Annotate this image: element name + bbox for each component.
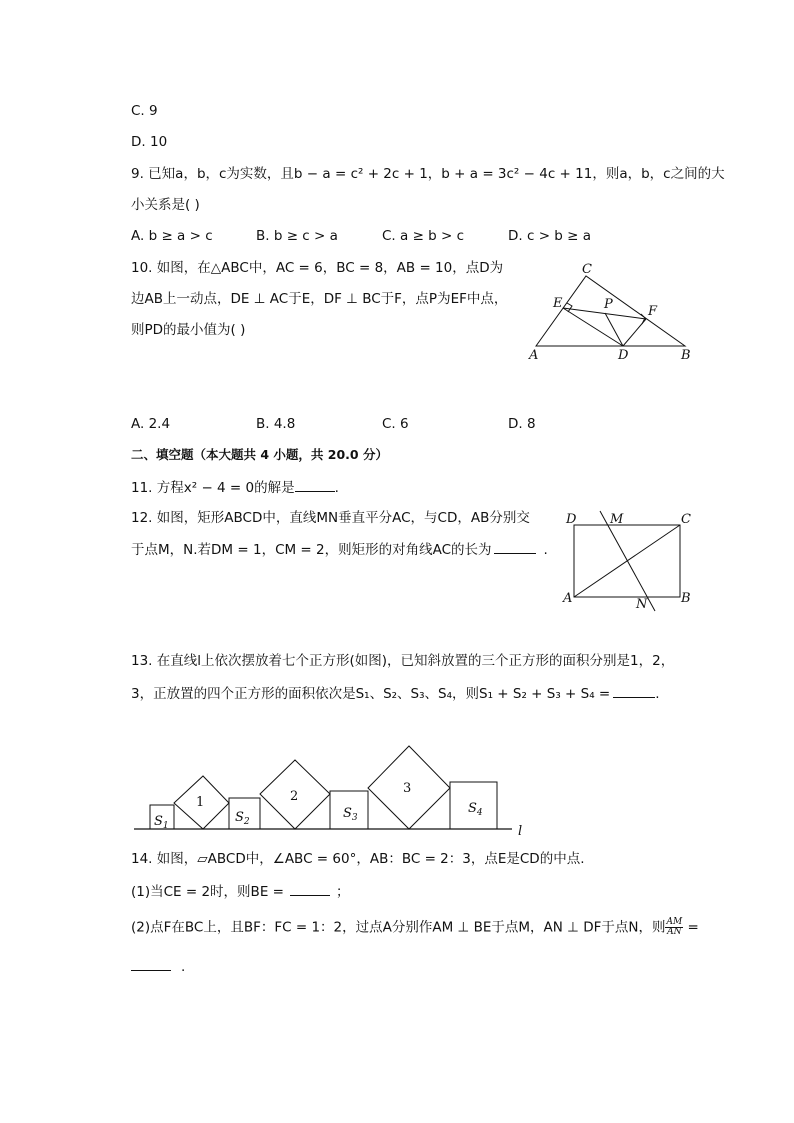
q12-question: 于点M，N.若DM = 1，CM = 2，则矩形的对角线AC的长为 [131, 542, 492, 558]
q13-squares-figure [130, 740, 530, 840]
q13-text-line1: 13. 在直线l上依次摆放着七个正方形(如图)，已知斜放置的三个正方形的面积分别是1，2， [131, 653, 675, 669]
q13-end: . [655, 686, 660, 702]
segment-pd [605, 313, 623, 346]
label-c: C [582, 262, 592, 277]
q11-text [131, 478, 339, 497]
q10-option-b: B. 4.8 [256, 416, 296, 432]
q12-text-line2 [131, 540, 548, 559]
label-c: C [681, 512, 691, 527]
label-s3: $S_3$ [343, 806, 358, 823]
q12-end: . [543, 542, 548, 558]
q11-question: 11. 方程x² − 4 = 0的解是 [131, 480, 295, 496]
q14-text-line4 [131, 957, 185, 976]
fraction-numerator: AM [666, 917, 683, 927]
label-b: B [681, 591, 691, 606]
label-l: l [518, 824, 523, 839]
q14-part1-end: ； [335, 884, 350, 900]
q10-option-a: A. 2.4 [131, 416, 171, 432]
q13-text-line2 [131, 684, 660, 703]
q12-answer-blank[interactable] [494, 540, 536, 554]
q8-option-d: D. 10 [131, 134, 168, 150]
q9-text-line2: 小关系是( ) [131, 197, 200, 213]
label-s4: $S_4$ [468, 801, 483, 818]
q14-text-line2 [131, 882, 349, 901]
q14-part2-end: . [181, 959, 186, 975]
segment-de [563, 308, 623, 346]
q13-question: 3，正放置的四个正方形的面积依次是S₁、S₂、S₃、S₄，则S₁ + S₂ + S₃ + S₄ = [131, 686, 611, 702]
section-title-fill-in: 二、填空题（本大题共 4 小题，共 20.0 分） [131, 447, 388, 462]
label-d: D [566, 512, 577, 527]
q9-option-d: D. c > b ≥ a [508, 228, 592, 244]
q12-rectangle-figure [560, 508, 700, 614]
q8-option-c: C. 9 [131, 103, 158, 119]
label-m: M [610, 512, 624, 527]
q10-text-line1: 10. 如图，在△ABC中，AC = 6，BC = 8，AB = 10，点D为 [131, 260, 504, 276]
q14-text-line1: 14. 如图，▱ABCD中，∠ABC = 60°，AB：BC = 2：3，点E是CD的中点. [131, 851, 585, 867]
q14-part2-answer-blank[interactable] [131, 957, 171, 971]
label-b: B [681, 348, 691, 363]
label-3: 3 [403, 781, 412, 796]
q9-option-c: C. a ≥ b > c [382, 228, 465, 244]
q10-option-c: C. 6 [382, 416, 409, 432]
q13-answer-blank[interactable] [613, 684, 655, 698]
label-2: 2 [290, 789, 299, 804]
label-f: F [648, 304, 658, 319]
q14-part2: (2)点F在BC上，且BF：FC = 1：2，过点A分别作AM ⊥ BE于点M，AN ⊥ DF于点N，则 [131, 919, 666, 936]
q14-part1-answer-blank[interactable] [290, 882, 330, 896]
q14-part2-equals: = [683, 919, 699, 936]
label-n: N [636, 597, 648, 612]
label-s1: $S_1$ [154, 814, 169, 831]
label-a: A [529, 348, 539, 363]
label-1: 1 [196, 795, 205, 810]
label-a: A [563, 591, 573, 606]
q9-option-a: A. b ≥ a > c [131, 228, 213, 244]
q10-text-line3: 则PD的最小值为( ) [131, 322, 246, 338]
label-p: P [604, 297, 613, 312]
label-e: E [553, 296, 563, 311]
line-mn [600, 511, 655, 611]
q10-triangle-figure [520, 258, 700, 366]
q11-answer-blank[interactable] [295, 478, 335, 492]
q9-option-b: B. b ≥ c > a [256, 228, 338, 244]
q14-part1: (1)当CE = 2时，则BE = [131, 884, 284, 900]
q9-text-line1: 9. 已知a，b，c为实数，且b − a = c² + 2c + 1，b + a = 3c² − 4c + 11，则a，b，c之间的大 [131, 166, 725, 182]
fraction-denominator: AN [667, 927, 682, 937]
q12-text-line1: 12. 如图，矩形ABCD中，直线MN垂直平分AC，与CD，AB分别交 [131, 510, 530, 526]
label-d: D [618, 348, 629, 363]
q14-text-line3 [131, 918, 699, 937]
q10-option-d: D. 8 [508, 416, 536, 432]
label-s2: $S_2$ [235, 810, 250, 827]
q11-end: . [334, 480, 339, 496]
q14-fraction [665, 918, 683, 937]
q10-text-line2: 边AB上一动点，DE ⊥ AC于E，DF ⊥ BC于F，点P为EF中点， [131, 291, 508, 307]
